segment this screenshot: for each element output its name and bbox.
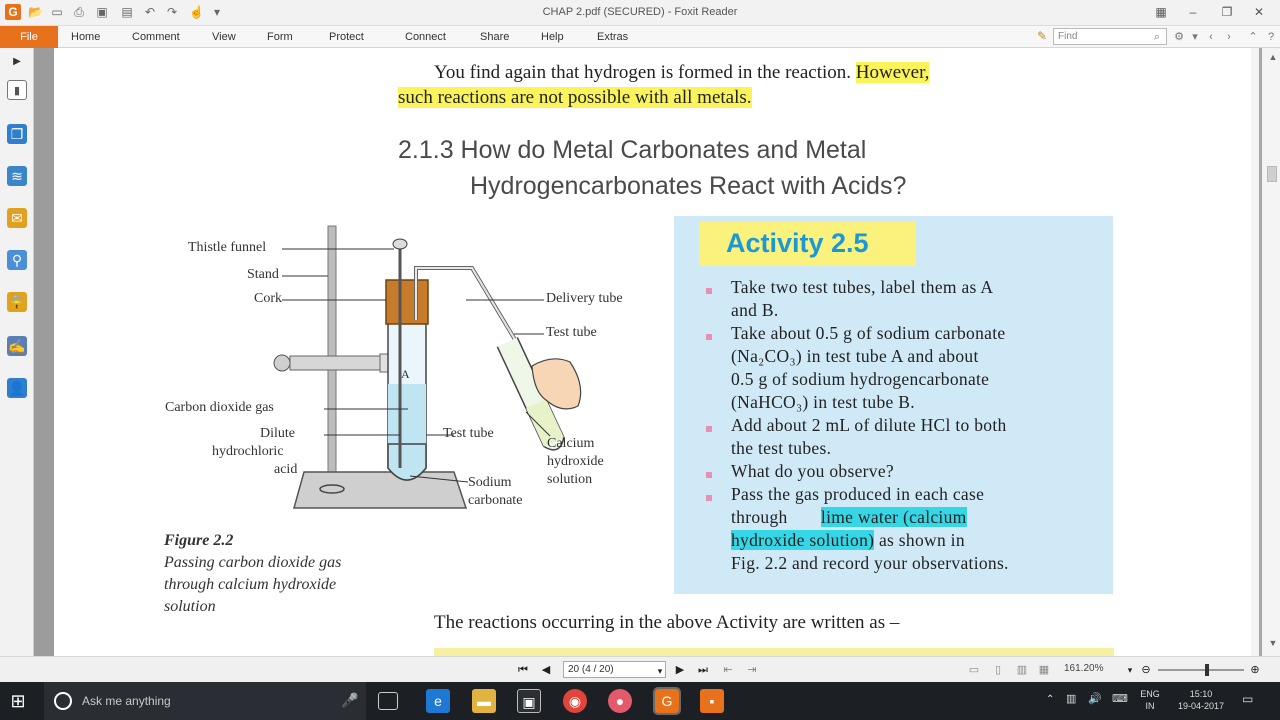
zoom-level[interactable]: 161.20%: [1064, 663, 1104, 674]
page-gutter: [34, 48, 54, 656]
ribbon-tabs: [0, 26, 1280, 48]
user-icon[interactable]: 👤: [8, 380, 26, 396]
thistle-funnel-bulb: [393, 239, 407, 249]
page-dropdown-icon[interactable]: ▾: [657, 666, 663, 676]
tab-connect[interactable]: Connect: [405, 31, 446, 43]
activity-line: Take two test tubes, label them as A: [731, 277, 994, 297]
zoom-slider-handle[interactable]: [1205, 664, 1209, 676]
zoom-out-icon[interactable]: ⊖: [1141, 664, 1151, 676]
document-view[interactable]: [54, 48, 1251, 656]
activity-line-hydroxide: [731, 530, 965, 551]
activity-line-lime-water: [731, 507, 967, 528]
arrow-right-icon[interactable]: ▶: [13, 56, 21, 67]
window-title: CHAP 2.pdf (SECURED) - Foxit Reader: [542, 6, 738, 18]
search-icon[interactable]: ⌕: [1153, 31, 1161, 43]
label-hydrochloric: hydrochloric: [212, 444, 284, 459]
intro-highlight-2: such reactions are not possible with all metals.: [398, 87, 752, 108]
label-cork: Cork: [254, 291, 282, 306]
scroll-thumb[interactable]: [1267, 166, 1277, 182]
label-thistle-funnel: Thistle funnel: [188, 240, 267, 255]
redo-icon[interactable]: ↷: [166, 5, 178, 19]
minimize-button[interactable]: ‒: [1189, 5, 1197, 19]
figure-caption-title: Figure 2.2: [164, 532, 234, 549]
foxit-reader-taskbar-icon[interactable]: G: [655, 689, 679, 713]
apparatus-diagram: [154, 216, 674, 536]
activity-line: Add about 2 mL of dilute HCl to both: [731, 415, 1007, 435]
label-sodium: Sodium: [468, 475, 512, 490]
network-icon[interactable]: ▥: [1066, 693, 1077, 705]
restore-button[interactable]: ❐: [1221, 5, 1233, 19]
figure-caption-line-3: solution: [164, 598, 216, 615]
language-indicator[interactable]: [1138, 688, 1162, 712]
find-options-icon[interactable]: ✎: [1036, 29, 1048, 43]
hand-tool-icon[interactable]: ☝: [189, 5, 204, 19]
activity-line: and B.: [731, 300, 779, 320]
activity-line: 0.5 g of sodium hydrogencarbonate: [731, 369, 990, 389]
label-dilute: Dilute: [260, 426, 295, 441]
keyboard-icon[interactable]: ⌨: [1112, 693, 1128, 705]
create-pdf-icon[interactable]: ▤: [121, 5, 133, 19]
sodium-carbonate-powder: [388, 444, 426, 480]
previous-result-icon[interactable]: ‹: [1209, 31, 1213, 43]
bullet-3: [706, 426, 712, 432]
cortana-icon: [54, 692, 72, 710]
tab-comment[interactable]: Comment: [132, 31, 180, 43]
section-heading-line-1: 2.1.3 How do Metal Carbonates and Metal: [398, 136, 867, 164]
windows-start-icon[interactable]: ⊞: [10, 691, 26, 711]
action-center-icon[interactable]: ▭: [1242, 692, 1254, 706]
single-page-icon[interactable]: ▭: [968, 664, 980, 676]
layers-icon[interactable]: ≋: [7, 166, 27, 186]
attachment-icon[interactable]: ⚲: [7, 250, 27, 270]
layout-icon[interactable]: ▦: [1155, 5, 1167, 19]
clamp-knob: [274, 355, 290, 371]
windows-taskbar: [0, 682, 1280, 720]
activity-line: Pass the gas produced in each case: [731, 484, 985, 504]
scroll-down-icon[interactable]: ▼: [1268, 638, 1278, 648]
next-result-icon[interactable]: ›: [1227, 31, 1231, 43]
intro-text: You find again that hydrogen is formed in the reaction.: [434, 62, 852, 83]
closing-line: The reactions occurring in the above Activity are written as –: [434, 612, 900, 633]
tab-view[interactable]: View: [212, 31, 236, 43]
edge-browser-icon[interactable]: e: [426, 689, 450, 713]
tube-label-a: A: [401, 367, 410, 381]
microphone-icon[interactable]: 🎤: [341, 692, 359, 708]
section-heading-line-2: Hydrogencarbonates React with Acids?: [470, 172, 907, 200]
figure-caption-line-2: through calcium hydroxide: [164, 576, 337, 593]
scroll-up-icon[interactable]: ▲: [1268, 52, 1278, 62]
settings-icon[interactable]: ⚙: [1174, 31, 1184, 43]
activity-title-banner: [699, 221, 916, 266]
activity-box: [674, 216, 1113, 594]
task-view-icon[interactable]: [378, 692, 398, 710]
bullet-4: [706, 472, 712, 478]
activity-line: (NaHCO₃) in test tube B.: [731, 392, 915, 412]
previous-view-icon[interactable]: ⇤: [723, 664, 733, 676]
store-icon[interactable]: ▣: [517, 689, 541, 713]
title-bar: [0, 0, 1280, 26]
zoom-slider[interactable]: [1158, 669, 1244, 671]
activity-line: the test tubes.: [731, 438, 832, 458]
snapshot-icon[interactable]: ▣: [96, 5, 108, 19]
tab-form[interactable]: Form: [267, 31, 293, 43]
bullet-2: [706, 334, 712, 340]
label-calcium: Calcium: [547, 436, 595, 451]
vertical-scrollbar[interactable]: [1251, 48, 1280, 656]
tab-share[interactable]: Share: [480, 31, 510, 43]
chrome-icon[interactable]: ◉: [563, 689, 587, 713]
tab-help[interactable]: Help: [541, 31, 564, 43]
file-explorer-icon[interactable]: ▬: [472, 689, 496, 713]
volume-icon[interactable]: 🔊: [1088, 693, 1102, 705]
label-test-tube-middle: Test tube: [443, 426, 494, 441]
language-text: ENG: [1140, 689, 1160, 699]
label-solution: solution: [547, 472, 593, 487]
activity-line: What do you observe?: [731, 461, 894, 481]
clamp-arm: [290, 356, 380, 370]
foxit-second-instance-icon[interactable]: ▪: [700, 689, 724, 713]
bullet-1: [706, 288, 712, 294]
activity-text: as shown in: [878, 530, 965, 550]
security-icon[interactable]: 🔒: [8, 294, 26, 310]
customize-dropdown-icon[interactable]: ▾: [213, 5, 221, 19]
navigation-panel: [0, 48, 34, 656]
activity-line: Fig. 2.2 and record your observations.: [731, 553, 1009, 573]
activity-highlight-2: hydroxide solution): [731, 530, 875, 550]
cork: [386, 280, 428, 324]
media-app-icon[interactable]: ●: [608, 689, 632, 713]
activity-text: through: [731, 507, 788, 527]
clock-date: 19-04-2017: [1177, 701, 1225, 711]
intro-line-2: [398, 87, 752, 109]
comments-icon[interactable]: ✉: [7, 208, 27, 228]
activity-title: Activity 2.5: [726, 228, 869, 258]
open-icon[interactable]: 📂: [28, 5, 43, 19]
settings-dropdown-icon[interactable]: ▾: [1192, 31, 1198, 43]
region-text: IN: [1145, 701, 1155, 711]
page-number-field[interactable]: 20 (4 / 20): [563, 661, 666, 678]
next-page-icon[interactable]: ▶: [675, 664, 685, 676]
undo-icon[interactable]: ↶: [144, 5, 156, 19]
label-test-tube-right: Test tube: [546, 325, 597, 340]
save-icon[interactable]: ▭: [51, 5, 63, 19]
label-carbonate: carbonate: [468, 493, 523, 508]
pages-icon[interactable]: ❐: [7, 124, 27, 144]
next-line-highlight-partial: [434, 648, 1114, 656]
label-hydroxide: hydroxide: [547, 454, 604, 469]
zoom-in-icon[interactable]: ⊕: [1250, 664, 1260, 676]
next-view-icon[interactable]: ⇥: [747, 664, 757, 676]
help-icon[interactable]: ?: [1267, 31, 1275, 43]
tab-protect[interactable]: Protect: [329, 31, 364, 43]
tab-home[interactable]: Home: [71, 31, 101, 43]
activity-highlight-1: lime water (calcium: [820, 507, 967, 527]
figure-caption-line-1: Passing carbon dioxide gas: [164, 554, 342, 571]
continuous-facing-icon[interactable]: ▦: [1038, 664, 1050, 676]
zoom-dropdown-icon[interactable]: ▾: [1127, 665, 1133, 675]
clock[interactable]: [1172, 688, 1230, 712]
status-bar: [0, 656, 1280, 682]
bookmark-icon[interactable]: ▮: [7, 80, 27, 100]
tab-file[interactable]: File: [0, 26, 58, 48]
close-button[interactable]: ✕: [1253, 5, 1265, 19]
bullet-5: [706, 495, 712, 501]
intro-highlight-1: However,: [855, 62, 930, 83]
label-carbon-dioxide-gas: Carbon dioxide gas: [165, 400, 274, 415]
first-page-icon[interactable]: ⏮: [518, 664, 528, 676]
tray-overflow-icon[interactable]: ⌃: [1046, 694, 1055, 705]
find-input[interactable]: Find: [1053, 28, 1167, 45]
foxit-logo-icon[interactable]: G: [5, 4, 21, 20]
scroll-track[interactable]: [1259, 48, 1262, 656]
previous-page-icon[interactable]: ◀: [541, 664, 551, 676]
print-icon[interactable]: ⎙: [74, 5, 84, 19]
label-acid: acid: [274, 462, 298, 477]
clock-time: 15:10: [1189, 689, 1213, 699]
last-page-icon[interactable]: ⏭: [698, 664, 708, 676]
tab-extras[interactable]: Extras: [597, 31, 629, 43]
facing-icon[interactable]: ▥: [1016, 664, 1028, 676]
cortana-search-box[interactable]: [44, 682, 366, 720]
search-placeholder: Ask me anything: [82, 694, 171, 708]
activity-line: (Na₂CO₃) in test tube A and about: [731, 346, 979, 366]
activity-line: Take about 0.5 g of sodium carbonate: [731, 323, 1006, 343]
label-stand: Stand: [247, 267, 279, 282]
continuous-icon[interactable]: ▯: [994, 664, 1002, 676]
ribbon-collapse-icon[interactable]: ⌃: [1248, 31, 1258, 43]
signature-icon[interactable]: ✍: [8, 338, 26, 354]
intro-line-1: [434, 62, 929, 84]
label-delivery-tube: Delivery tube: [546, 291, 623, 306]
